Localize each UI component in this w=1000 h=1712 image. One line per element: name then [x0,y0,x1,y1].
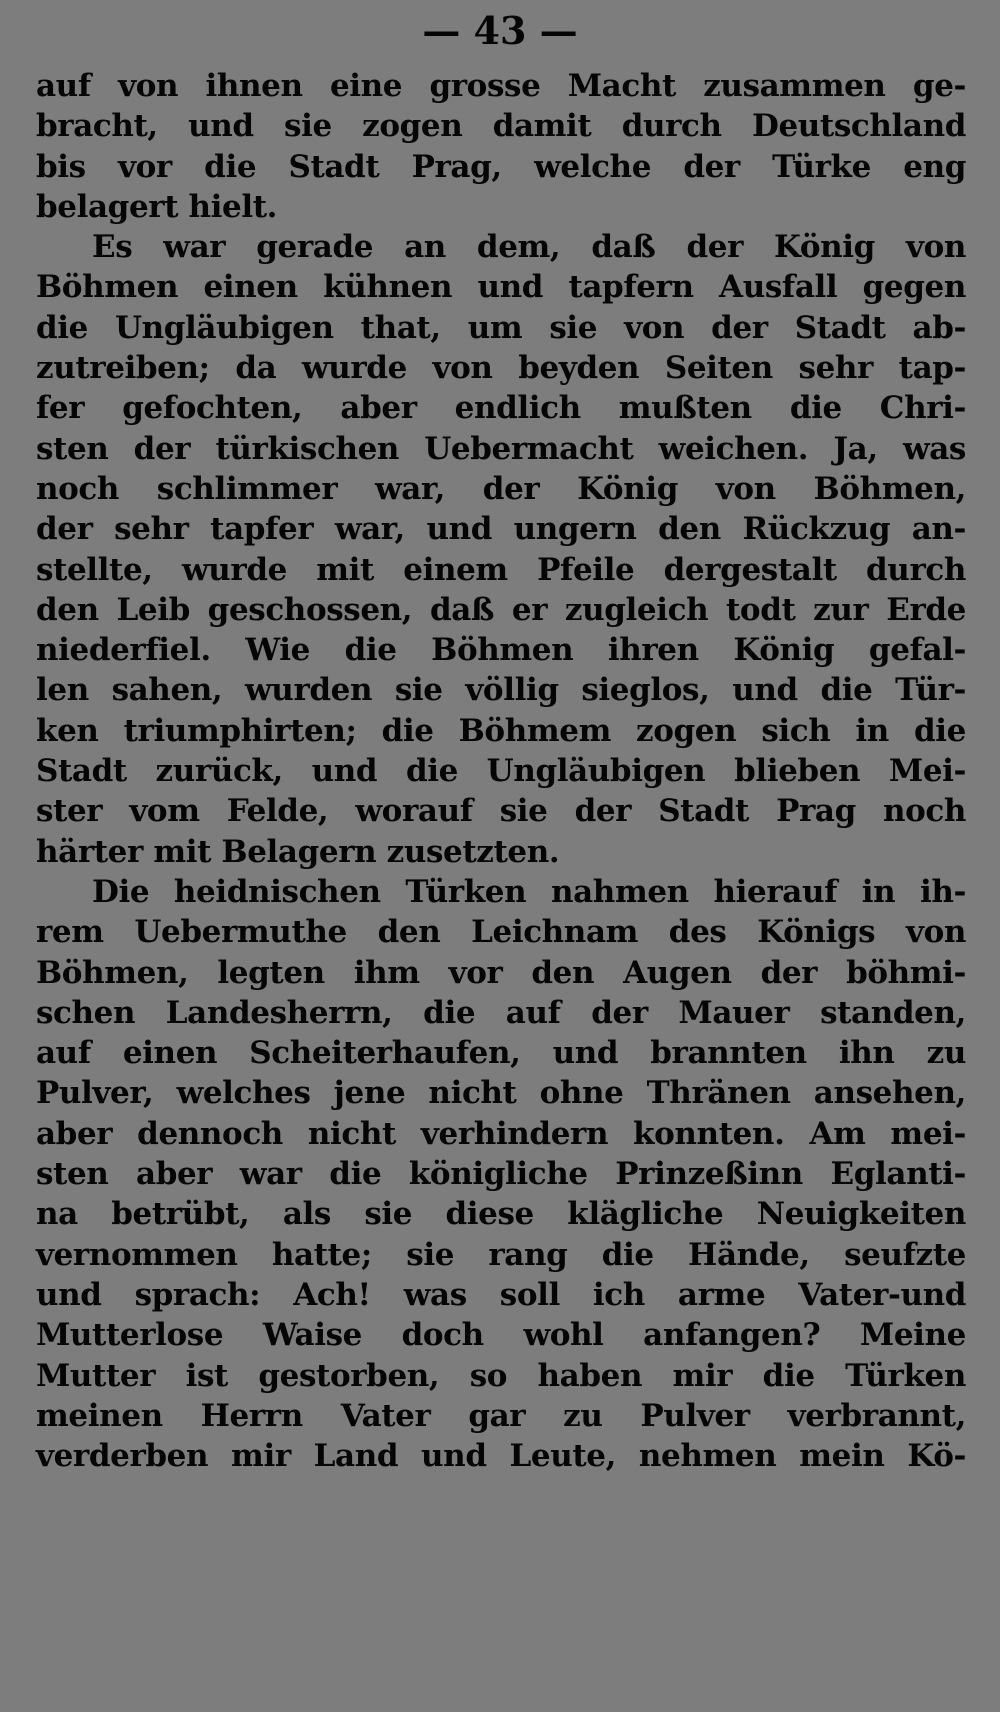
text-line: und sprach: Ach! was soll ich arme Vater-und [36,1276,966,1313]
text-line: die Ungläubigen that, um sie von der Stadt ab- [36,309,966,346]
text-line: noch schlimmer war, der König von Böhmen, [36,470,966,507]
text-line: belagert hielt. [36,188,278,225]
text-line: Es war gerade an dem, daß der König von [92,229,966,266]
text-line: Böhmen, legten ihm vor den Augen der böhmi- [36,954,966,991]
text-line: meinen Herrn Vater gar zu Pulver verbrannt, [36,1397,966,1434]
text-line: stellte, wurde mit einem Pfeile dergestalt durch [36,551,966,588]
text-line: vernommen hatte; sie rang die Hände, seufzte [36,1236,966,1273]
text-line: fer gefochten, aber endlich mußten die Chri- [36,390,966,427]
text-line: sten aber war die königliche Prinzeßinn Eglanti- [36,1156,966,1193]
text-line: bis vor die Stadt Prag, welche der Türke eng [36,148,966,185]
text-line: ster vom Felde, worauf sie der Stadt Prag noch [36,793,966,830]
text-line: ken triumphirten; die Böhmem zogen sich in die [36,712,966,749]
text-line: schen Landesherrn, die auf der Mauer standen, [36,994,966,1031]
text-line: zutreiben; da wurde von beyden Seiten sehr tap- [36,350,966,387]
text-line: Mutter ist gestorben, so haben mir die Türken [36,1357,966,1394]
text-line: den Leib geschossen, daß er zugleich todt zur Erde [36,591,966,628]
text-line: Stadt zurück, und die Ungläubigen blieben Mei- [36,753,966,790]
text-line: len sahen, wurden sie völlig sieglos, und die Tür- [36,672,966,709]
text-line: härter mit Belagern zusetzten. [36,833,560,870]
text-line: bracht, und sie zogen damit durch Deutschland [36,108,966,145]
text-line: aber dennoch nicht verhindern konnten. Am mei- [36,1115,966,1152]
text-line: sten der türkischen Uebermacht weichen. Ja, was [36,430,966,467]
text-line: rem Uebermuthe den Leichnam des Königs von [36,914,966,951]
text-line: auf einen Scheiterhaufen, und brannten ihn zu [36,1035,966,1072]
text-line: Die heidnischen Türken nahmen hierauf in ih- [92,873,966,910]
text-line: Pulver, welches jene nicht ohne Thränen ansehen, [36,1075,966,1112]
text-line: Mutterlose Waise doch wohl anfangen? Meine [36,1317,966,1354]
text-line: auf von ihnen eine grosse Macht zusammen ge- [36,68,966,104]
text-line: na betrübt, als sie diese klägliche Neuigkeiten [36,1196,966,1233]
body-text [36,66,966,1476]
text-line: Böhmen einen kühnen und tapfern Ausfall gegen [36,269,966,306]
text-line: der sehr tapfer war, und ungern den Rückzug an- [36,511,966,548]
page-number: — 43 — [422,8,578,53]
text-line: verderben mir Land und Leute, nehmen mein Kö- [36,1438,966,1475]
text-line: niederfiel. Wie die Böhmen ihren König gefal- [36,632,966,669]
